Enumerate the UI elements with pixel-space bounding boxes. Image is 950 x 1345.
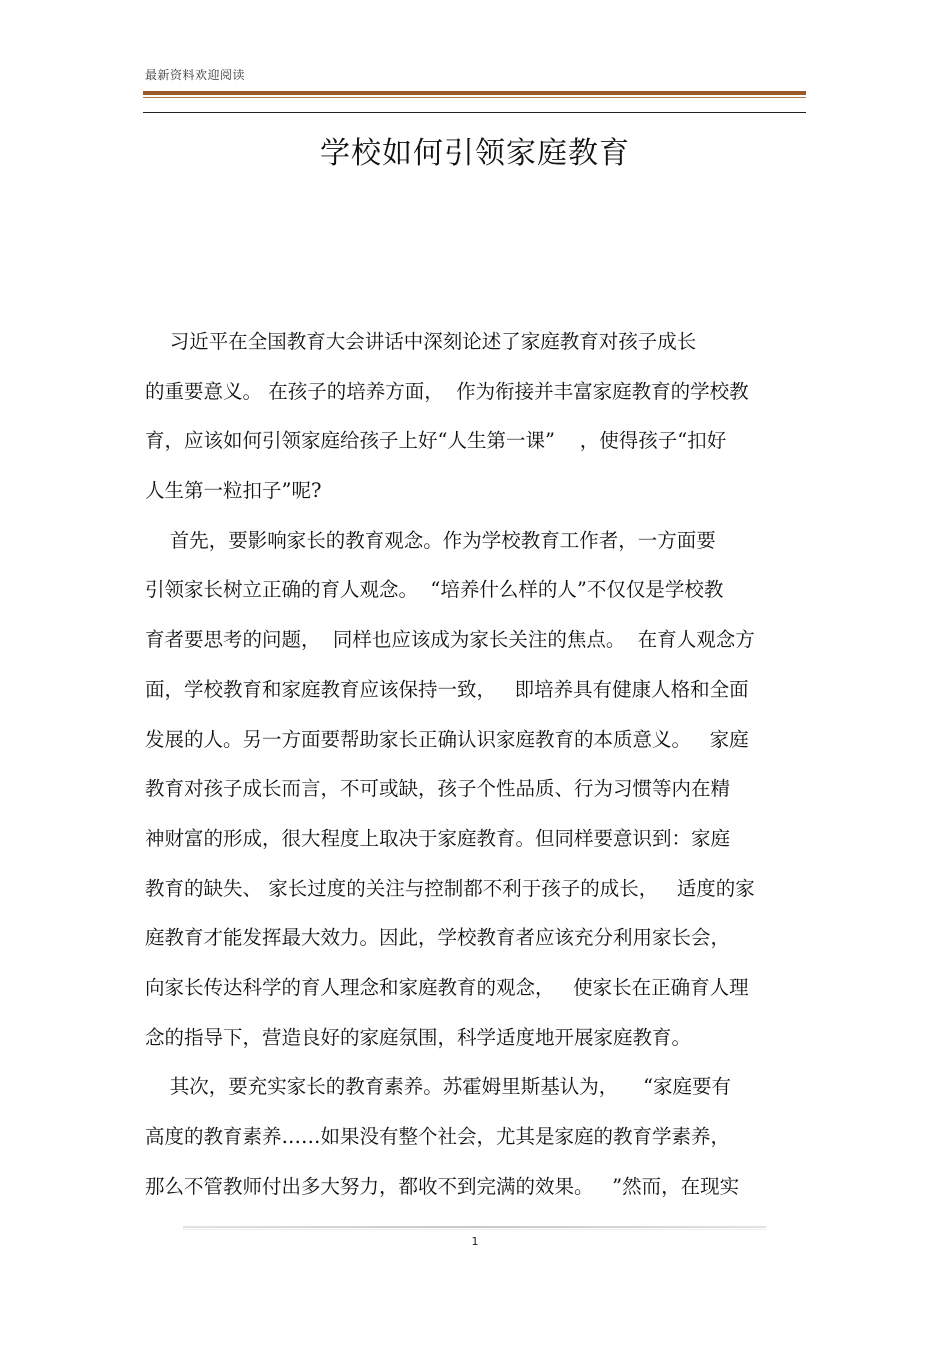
body-line: 教育对孩子成长而言，不可或缺，孩子个性品质、行为习惯等内在精 <box>145 777 731 801</box>
document-title: 学校如何引领家庭教育 <box>320 136 630 171</box>
body-line: 念的指导下，营造良好的家庭氛围，科学适度地开展家庭教育。 <box>145 1025 692 1049</box>
body-line: 其次，要充实家长的教育素养。苏霍姆里斯基认为， “家庭要有 <box>145 1075 732 1099</box>
body-line: 庭教育才能发挥最大效力。因此，学校教育者应该充分利用家长会， <box>145 926 731 950</box>
body-line: 教育的缺失、 家长过度的关注与控制都不利于孩子的成长， 适度的家 <box>145 876 755 900</box>
body-line: 首先，要影响家长的教育观念。作为学校教育工作者，一方面要 <box>145 528 716 552</box>
body-line: 向家长传达科学的育人理念和家庭教育的观念， 使家长在正确育人理 <box>145 975 749 999</box>
header-rule-thin <box>143 97 806 98</box>
body-line: 育，应该如何引领家庭给孩子上好“人生第一课” ，使得孩子“扣好 <box>145 429 727 453</box>
body-line: 发展的人。另一方面要帮助家长正确认识家庭教育的本质意义。 家庭 <box>145 727 749 751</box>
body-line: 的重要意义。 在孩子的培养方面， 作为衔接并丰富家庭教育的学校教 <box>145 379 749 403</box>
document-body <box>145 322 809 1216</box>
body-line: 面，学校教育和家庭教育应该保持一致， 即培养具有健康人格和全面 <box>145 677 749 701</box>
body-line: 引领家长树立正确的育人观念。 “培养什么样的人”不仅仅是学校教 <box>145 578 724 602</box>
body-line: 人生第一粒扣子”呢? <box>145 479 322 503</box>
header-rule-thick <box>143 91 806 95</box>
page-number: 1 <box>471 1235 479 1248</box>
running-header: 最新资料欢迎阅读 <box>145 68 246 82</box>
body-line: 那么不管教师付出多大努力，都收不到完满的效果。 ”然而，在现实 <box>145 1174 740 1198</box>
header-rule-black <box>143 112 806 113</box>
footer-rule-light <box>183 1229 766 1230</box>
footer-rule <box>183 1226 766 1228</box>
body-line: 育者要思考的问题， 同样也应该成为家长关注的焦点。 在育人观念方 <box>145 628 755 652</box>
body-line: 神财富的形成，很大程度上取决于家庭教育。但同样要意识到：家庭 <box>145 826 731 850</box>
body-line: 高度的教育素养……如果没有整个社会，尤其是家庭的教育学素养， <box>145 1125 731 1148</box>
body-line: 习近平在全国教育大会讲话中深刻论述了家庭教育对孩子成长 <box>145 330 697 353</box>
